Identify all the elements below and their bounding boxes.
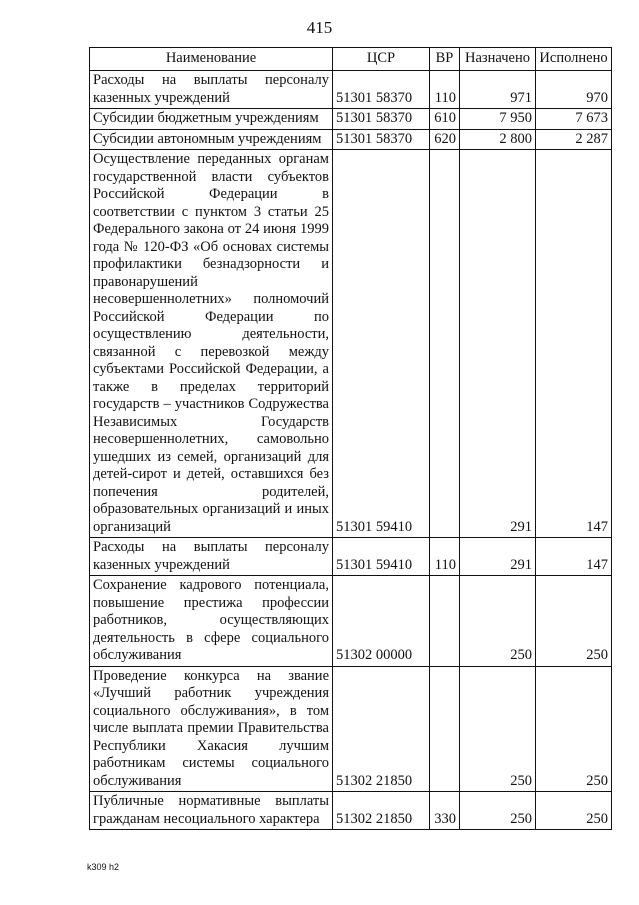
row-name: Расходы на выплаты персоналу казенных учреждений	[90, 71, 333, 109]
table-row	[90, 109, 612, 130]
footer-code: k309 h2	[87, 862, 120, 872]
table-header-row	[90, 48, 612, 71]
row-executed: 250	[536, 666, 612, 792]
row-planned: 250	[460, 792, 536, 830]
row-name: Проведение конкурса на звание «Лучший работник учреждения социального обслуживания», в том числе выплата премии Правительства Республики Хакасия лучшим работникам системы социального обслуживания	[90, 666, 333, 792]
row-planned: 7 950	[460, 109, 536, 130]
row-csr: 51302 00000	[333, 576, 430, 667]
row-vr: 610	[430, 109, 460, 130]
row-name: Сохранение кадрового потенциала, повышение престижа профессии работников, осуществляющих деятельность в сфере социального обслуживания	[90, 576, 333, 667]
table-row	[90, 666, 612, 792]
row-executed: 970	[536, 71, 612, 109]
row-planned: 291	[460, 150, 536, 538]
header-executed: Исполнено	[536, 48, 612, 71]
table-row	[90, 71, 612, 109]
row-csr: 51301 58370	[333, 109, 430, 130]
row-vr: 330	[430, 792, 460, 830]
row-planned: 2 800	[460, 129, 536, 150]
row-executed: 250	[536, 576, 612, 667]
table-row	[90, 576, 612, 667]
row-csr: 51301 59410	[333, 150, 430, 538]
header-name: Наименование	[90, 48, 333, 71]
row-executed: 2 287	[536, 129, 612, 150]
row-vr: 620	[430, 129, 460, 150]
row-name: Субсидии автономным учреждениям	[90, 129, 333, 150]
row-planned: 291	[460, 538, 536, 576]
budget-table	[89, 47, 612, 830]
header-planned: Назначено	[460, 48, 536, 71]
page-number: 415	[306, 18, 333, 37]
table-row	[90, 792, 612, 830]
row-executed: 147	[536, 538, 612, 576]
row-planned: 971	[460, 71, 536, 109]
row-planned: 250	[460, 666, 536, 792]
row-vr	[430, 150, 460, 538]
row-csr: 51301 59410	[333, 538, 430, 576]
header-csr: ЦСР	[333, 48, 430, 71]
row-name: Публичные нормативные выплаты гражданам несоциального характера	[90, 792, 333, 830]
row-csr: 51302 21850	[333, 666, 430, 792]
table-row	[90, 538, 612, 576]
row-csr: 51301 58370	[333, 129, 430, 150]
header-vr: ВР	[430, 48, 460, 71]
row-planned: 250	[460, 576, 536, 667]
table-row	[90, 129, 612, 150]
row-csr: 51302 21850	[333, 792, 430, 830]
row-csr: 51301 58370	[333, 71, 430, 109]
row-vr	[430, 666, 460, 792]
row-vr	[430, 576, 460, 667]
row-vr: 110	[430, 71, 460, 109]
row-executed: 7 673	[536, 109, 612, 130]
row-executed: 250	[536, 792, 612, 830]
row-vr: 110	[430, 538, 460, 576]
table-row	[90, 150, 612, 538]
row-name: Осуществление переданных органам государственной власти субъектов Российской Федерации в соответствии с пунктом 3 статьи 25 Федерального закона от 24 июня 1999 года № 120-ФЗ «Об основах системы профилактики безнадзорности и правонарушений несовершеннолетних» полномочий Российской Федерации по осуществлению деятельности, связанной с перевозкой между субъектами Российской Федерации, а также в пределах территорий государств – участников Содружества Независимых Государств несовершеннолетних, самовольно ушедших из семей, организаций для детей-сирот и детей, оставшихся без попечения родителей, образовательных организаций и иных организаций	[90, 150, 333, 538]
row-name: Расходы на выплаты персоналу казенных учреждений	[90, 538, 333, 576]
row-name: Субсидии бюджетным учреждениям	[90, 109, 333, 130]
row-executed: 147	[536, 150, 612, 538]
